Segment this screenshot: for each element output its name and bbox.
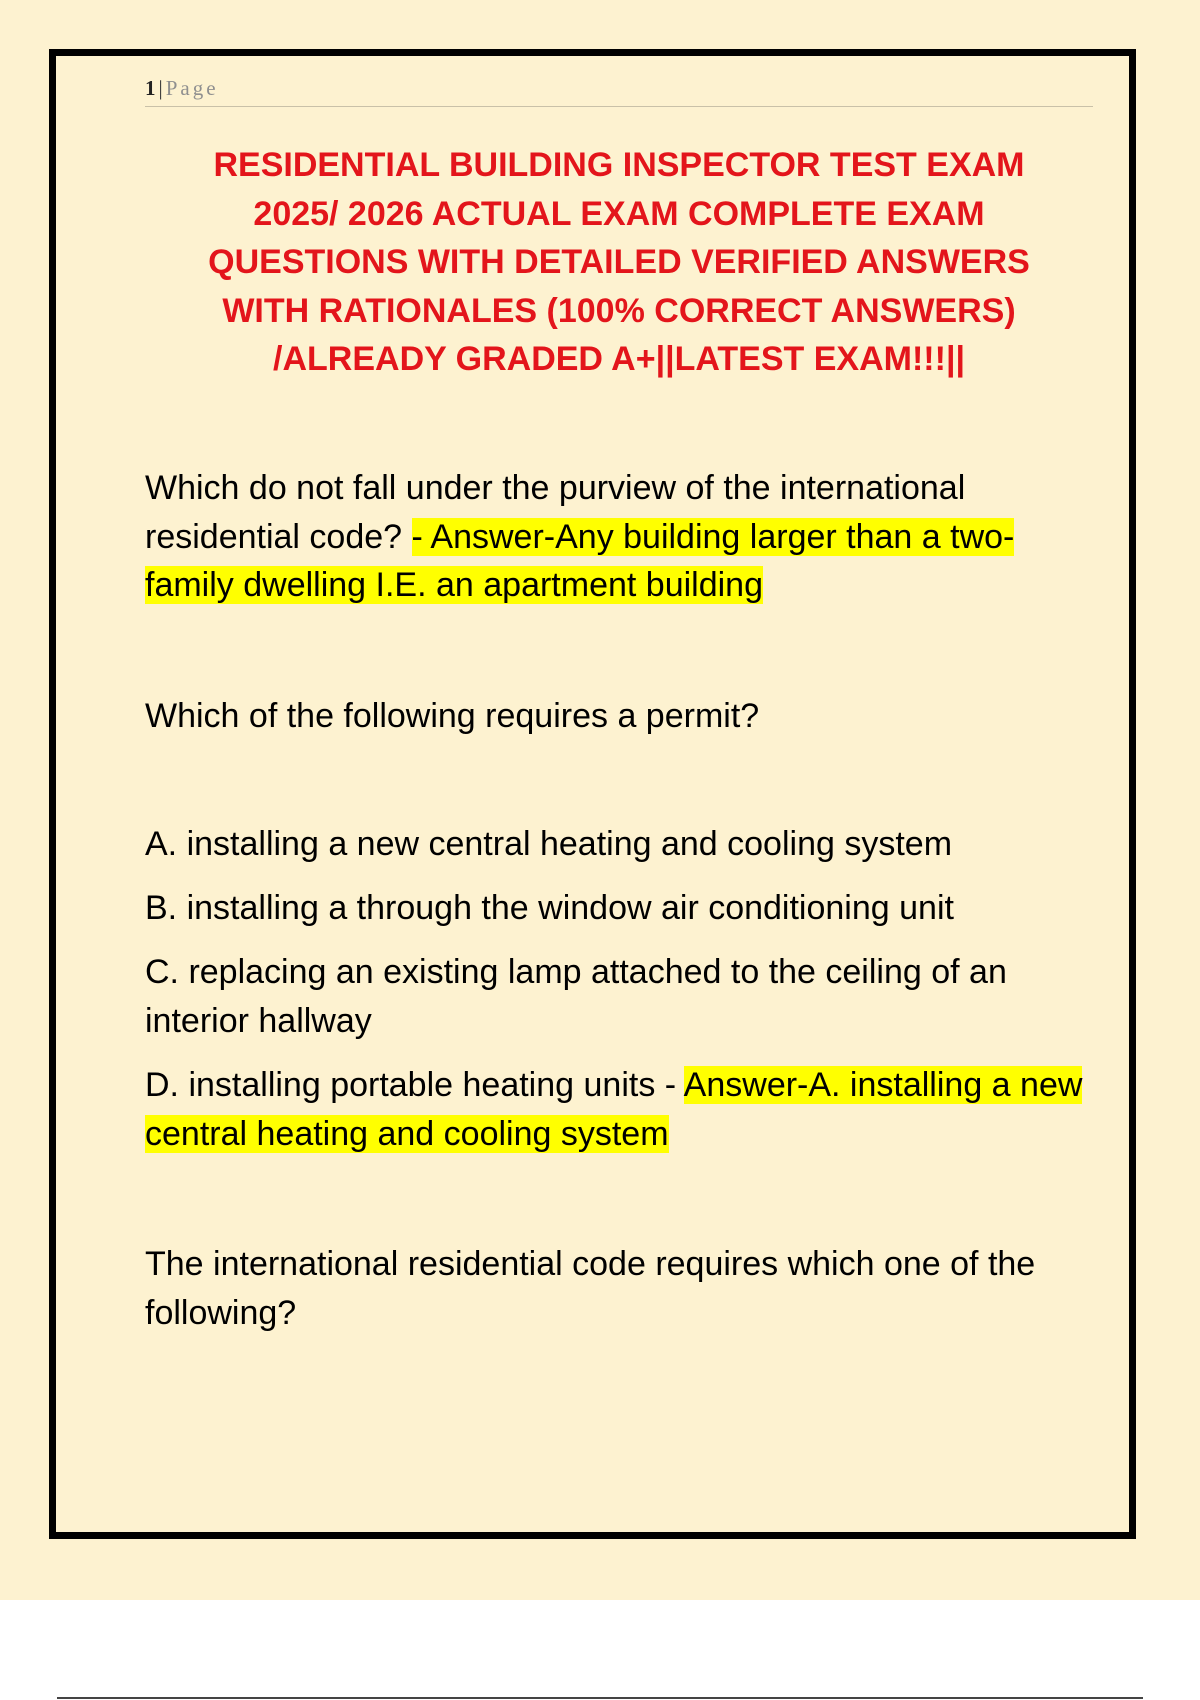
bottom-divider: [57, 1697, 1143, 1699]
question-2: Which of the following requires a permit?: [145, 697, 760, 735]
option-a: A. installing a new central heating and cooling system: [145, 825, 953, 863]
option-b: B. installing a through the window air conditioning unit: [145, 889, 954, 927]
title-line: /ALREADY GRADED A+||LATEST EXAM!!!||: [273, 340, 965, 378]
title-line: 2025/ 2026 ACTUAL EXAM COMPLETE EXAM: [253, 194, 985, 233]
page-header: [145, 74, 1093, 107]
answer-highlight: Answer-A. installing a new central heating and cooling system: [145, 1066, 1083, 1153]
title-line: WITH RATIONALES (100% CORRECT ANSWERS): [222, 291, 1016, 330]
option-d: [145, 1061, 1100, 1158]
option-c: C. replacing an existing lamp attached to the ceiling of an interior hallway: [145, 953, 1007, 1040]
question-text: Which do not fall under the purview of the international residential code?: [145, 469, 966, 556]
option-d-text: D. installing portable heating units -: [145, 1066, 677, 1104]
question-1: [145, 464, 1100, 610]
title-line: QUESTIONS WITH DETAILED VERIFIED ANSWERS: [208, 243, 1030, 281]
question-3: The international residential code requires which one of the following?: [145, 1245, 1036, 1332]
title-line: RESIDENTIAL BUILDING INSPECTOR TEST EXAM: [213, 146, 1025, 184]
page-label: Page: [165, 76, 219, 100]
page-separator: |: [158, 76, 163, 100]
document-title: [145, 141, 1093, 384]
page-number: 1: [145, 76, 156, 100]
answer-highlight: - Answer-Any building larger than a two-family dwelling I.E. an apartment building: [145, 517, 1015, 604]
